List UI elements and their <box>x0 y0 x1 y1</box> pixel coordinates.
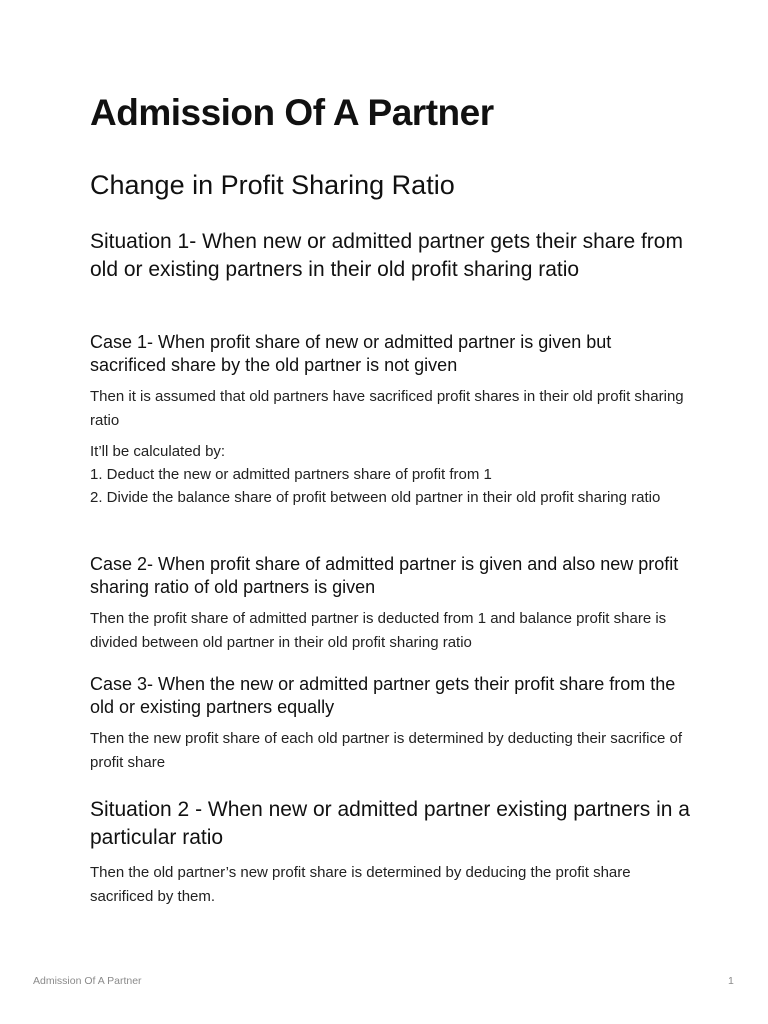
case-1-body: Then it is assumed that old partners have sacrificed profit shares in their old profit sharing ratio <box>90 388 684 429</box>
case-1-calc-intro: It’ll be calculated by: <box>90 443 226 460</box>
case-1-step-2: 2. Divide the balance share of profit between old partner in their old profit sharing ratio <box>90 489 661 506</box>
case-1-step-1: 1. Deduct the new or admitted partners share of profit from 1 <box>90 466 492 483</box>
situation-1-heading: Situation 1- When new or admitted partner gets their share from old or existing partners in their old profit sharing ratio <box>90 230 683 281</box>
case-2-heading: Case 2- When profit share of admitted partner is given and also new profit sharing ratio of old partners is given <box>90 554 679 597</box>
case-3-heading: Case 3- When the new or admitted partner gets their profit share from the old or existing partners equally <box>90 674 676 717</box>
case-2-body: Then the profit share of admitted partner is deducted from 1 and balance profit share is divided between old partner in their old profit sharing ratio <box>90 610 667 651</box>
page-title: Admission Of A Partner <box>90 92 494 133</box>
situation-2-heading: Situation 2 - When new or admitted partner existing partners in a particular ratio <box>90 798 690 849</box>
footer-page-number: 1 <box>728 975 734 987</box>
footer-title: Admission Of A Partner <box>33 975 142 987</box>
situation-2-body: Then the old partner’s new profit share is determined by deducing the profit share sacrificed by them. <box>90 864 631 905</box>
case-3-body: Then the new profit share of each old partner is determined by deducting their sacrifice of profit share <box>90 730 682 771</box>
section-title: Change in Profit Sharing Ratio <box>90 170 455 200</box>
case-1-heading: Case 1- When profit share of new or admitted partner is given but sacrificed share by the old partner is not given <box>90 332 612 375</box>
